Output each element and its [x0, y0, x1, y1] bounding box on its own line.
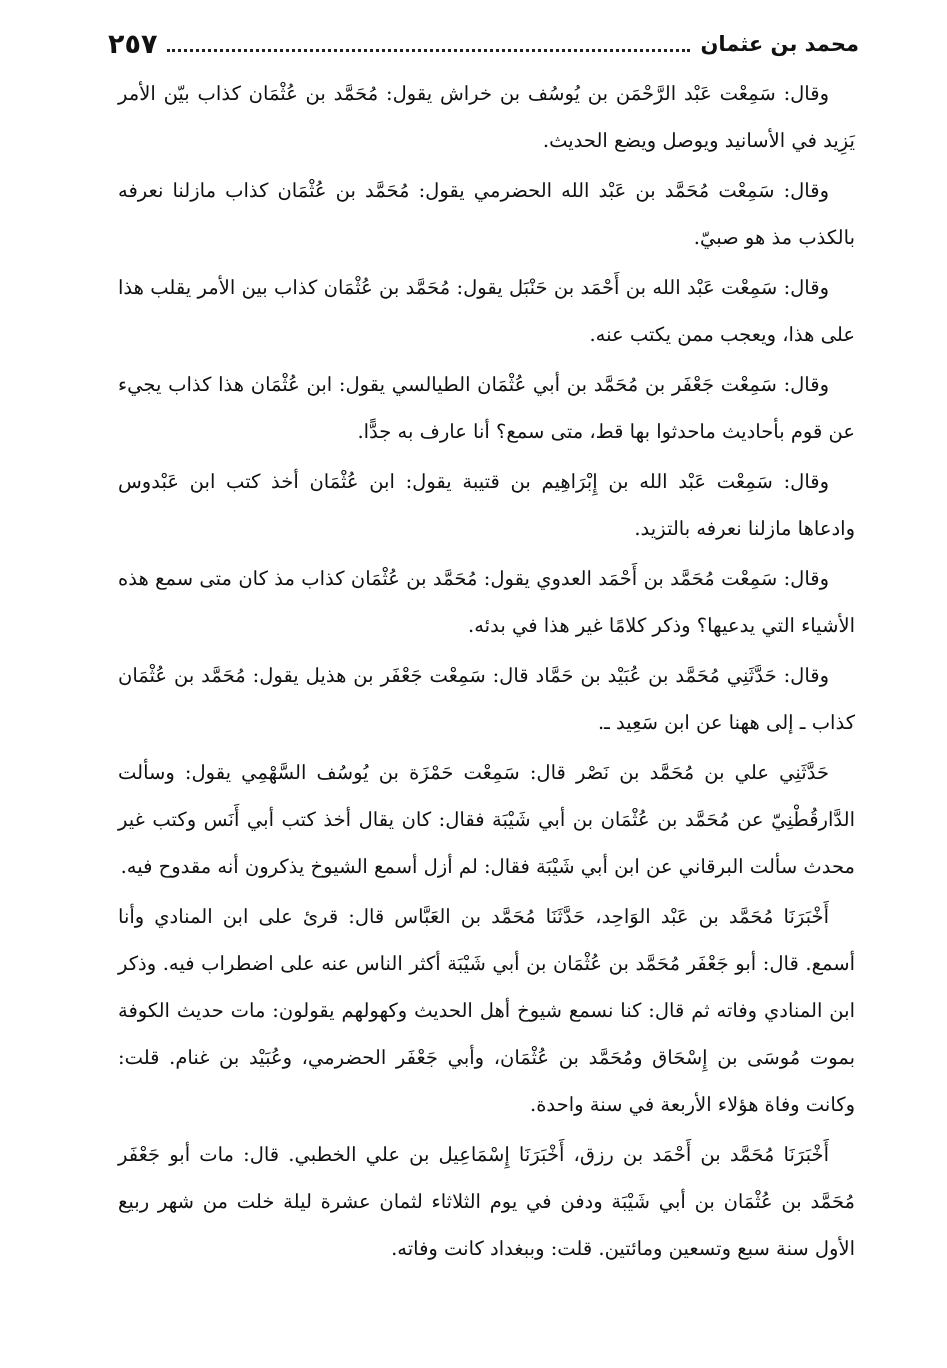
- page-header: [108, 22, 859, 66]
- paragraph: وقال: سَمِعْت مُحَمَّد بن أَحْمَد العدوي يقول: مُحَمَّد بن عُثْمَان كذاب مذ كان متى سمع هذه الأشياء التي يدعيها؟ وذكر كلامًا غير هذا في بدئه.: [118, 567, 855, 637]
- page-number: ٢٥٧: [108, 28, 158, 60]
- paragraph: أَخْبَرَنَا مُحَمَّد بن أَحْمَد بن رزق، أَخْبَرَنَا إِسْمَاعِيل بن علي الخطبي. قال: مات أبو جَعْفَر مُحَمَّد بن عُثْمَان بن أبي شَيْبَة ودفن في يوم الثلاثاء لثمان عشرة ليلة خلت من شهر ربيع الأول سنة سبع وتسعين ومائتين. قلت: وببغداد كانت وفاته.: [118, 1143, 855, 1260]
- paragraph: وقال: سَمِعْت عَبْد الله بن أَحْمَد بن حَنْبَل يقول: مُحَمَّد بن عُثْمَان كذاب بين الأمر يقلب هذا على هذا، ويعجب ممن يكتب عنه.: [118, 276, 855, 346]
- paragraph: وقال: حَدَّثَنِي مُحَمَّد بن عُبَيْد بن حَمَّاد قال: سَمِعْت جَعْفَر بن هذيل يقول: مُحَمَّد بن عُثْمَان كذاب ـ إلى ههنا عن ابن سَعِيد ـ.: [118, 664, 855, 734]
- paragraph: وقال: سَمِعْت عَبْد الرَّحْمَن بن يُوسُف بن خراش يقول: مُحَمَّد بن عُثْمَان كذاب بيّن الأمر يَزِيد في الأسانيد ويوصل ويضع الحديث.: [118, 82, 855, 152]
- running-title: محمد بن عثمان: [700, 32, 859, 56]
- paragraph: حَدَّثَنِي علي بن مُحَمَّد بن نَصْر قال: سَمِعْت حَمْزَة بن يُوسُف السَّهْمِي يقول: وسألت الدَّارقُطْنِيّ عن مُحَمَّد بن عُثْمَان بن أبي شَيْبَة فقال: كان يقال أخذ كتب أبي أَنَس وكتب غير محدث سألت البرقاني عن ابن أبي شَيْبَة فقال: لم أزل أسمع الشيوخ يذكرون أنه مقدوح فيه.: [118, 761, 855, 878]
- paragraph: وقال: سَمِعْت جَعْفَر بن مُحَمَّد بن أبي عُثْمَان الطيالسي يقول: ابن عُثْمَان هذا كذاب يجيء عن قوم بأحاديث ماحدثوا بها قط، متى سمع؟ أنا عارف به جدًّا.: [118, 373, 855, 443]
- paragraph: وقال: سَمِعْت مُحَمَّد بن عَبْد الله الحضرمي يقول: مُحَمَّد بن عُثْمَان كذاب مازلنا نعرفه بالكذب مذ هو صبيّ.: [118, 179, 855, 249]
- paragraph: وقال: سَمِعْت عَبْد الله بن إِبْرَاهِيم بن قتيبة يقول: ابن عُثْمَان أخذ كتب ابن عَبْدوس وادعاها مازلنا نعرفه بالتزيد.: [118, 470, 855, 540]
- paragraph: أَخْبَرَنَا مُحَمَّد بن عَبْد الوَاحِد، حَدَّثَنَا مُحَمَّد بن العَبَّاس قال: قرئ على ابن المنادي وأنا أسمع. قال: أبو جَعْفَر مُحَمَّد بن عُثْمَان بن أبي شَيْبَة أكثر الناس عنه على اضطراب فيه. وذكر ابن المنادي وفاته ثم قال: كنا نسمع شيوخ أهل الحديث وكهولهم يقولون: مات حديث الكوفة بموت مُوسَى بن إِسْحَاق ومُحَمَّد بن عُثْمَان، وأبي جَعْفَر الحضرمي، وعُبَيْد بن غنام. قلت: وكانت وفاة هؤلاء الأربعة في سنة واحدة.: [118, 905, 855, 1116]
- body-text: [118, 70, 855, 1275]
- dotted-leader: [167, 49, 690, 52]
